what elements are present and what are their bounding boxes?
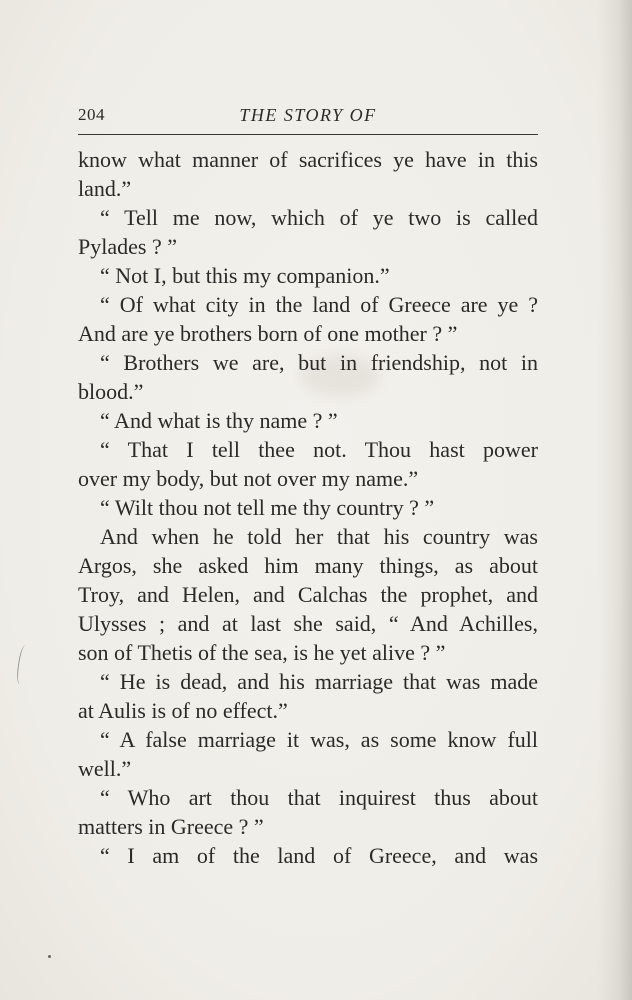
body-text <box>78 145 538 870</box>
text-line: Ulysses ; and at last she said, “ And Achilles, <box>78 611 538 636</box>
text-line: “ Tell me now, which of ye two is called <box>100 205 538 230</box>
page-edge-shadow <box>598 0 632 1000</box>
text-line: matters in Greece ? ” <box>78 814 264 839</box>
running-head: THE STORY OF <box>239 105 377 125</box>
text-line: at Aulis is of no effect.” <box>78 698 288 723</box>
text-line: know what manner of sacrifices ye have in this <box>78 147 538 172</box>
text-line: well.” <box>78 756 132 781</box>
text-line: “ A false marriage it was, as some know full <box>100 727 538 752</box>
text-line: “ He is dead, and his marriage that was made <box>100 669 538 694</box>
margin-pencil-mark <box>15 645 29 686</box>
text-line: “ I am of the land of Greece, and was <box>100 843 538 868</box>
text-line: land.” <box>78 176 132 201</box>
text-line: “ Brothers we are, but in friendship, not in <box>100 350 538 375</box>
text-line: Argos, she asked him many things, as about <box>78 553 538 578</box>
ink-speck <box>48 955 51 958</box>
text-line: “ Of what city in the land of Greece are ye ? <box>100 292 538 317</box>
text-line: Pylades ? ” <box>78 234 177 259</box>
text-line: blood.” <box>78 379 144 404</box>
text-line: And are ye brothers born of one mother ? ” <box>78 321 458 346</box>
text-line: over my body, but not over my name.” <box>78 466 419 491</box>
page-number: 204 <box>78 105 105 124</box>
header-rule <box>78 134 538 135</box>
text-line: son of Thetis of the sea, is he yet alive ? ” <box>78 640 446 665</box>
text-line: “ That I tell thee not. Thou hast power <box>100 437 538 462</box>
text-line: And when he told her that his country was <box>100 524 538 549</box>
text-line: “ Not I, but this my companion.” <box>100 263 390 288</box>
text-line: “ And what is thy name ? ” <box>100 408 338 433</box>
text-line: “ Wilt thou not tell me thy country ? ” <box>100 495 435 520</box>
text-line: Troy, and Helen, and Calchas the prophet, and <box>78 582 538 607</box>
text-line: “ Who art thou that inquirest thus about <box>100 785 538 810</box>
page-header <box>78 102 538 132</box>
